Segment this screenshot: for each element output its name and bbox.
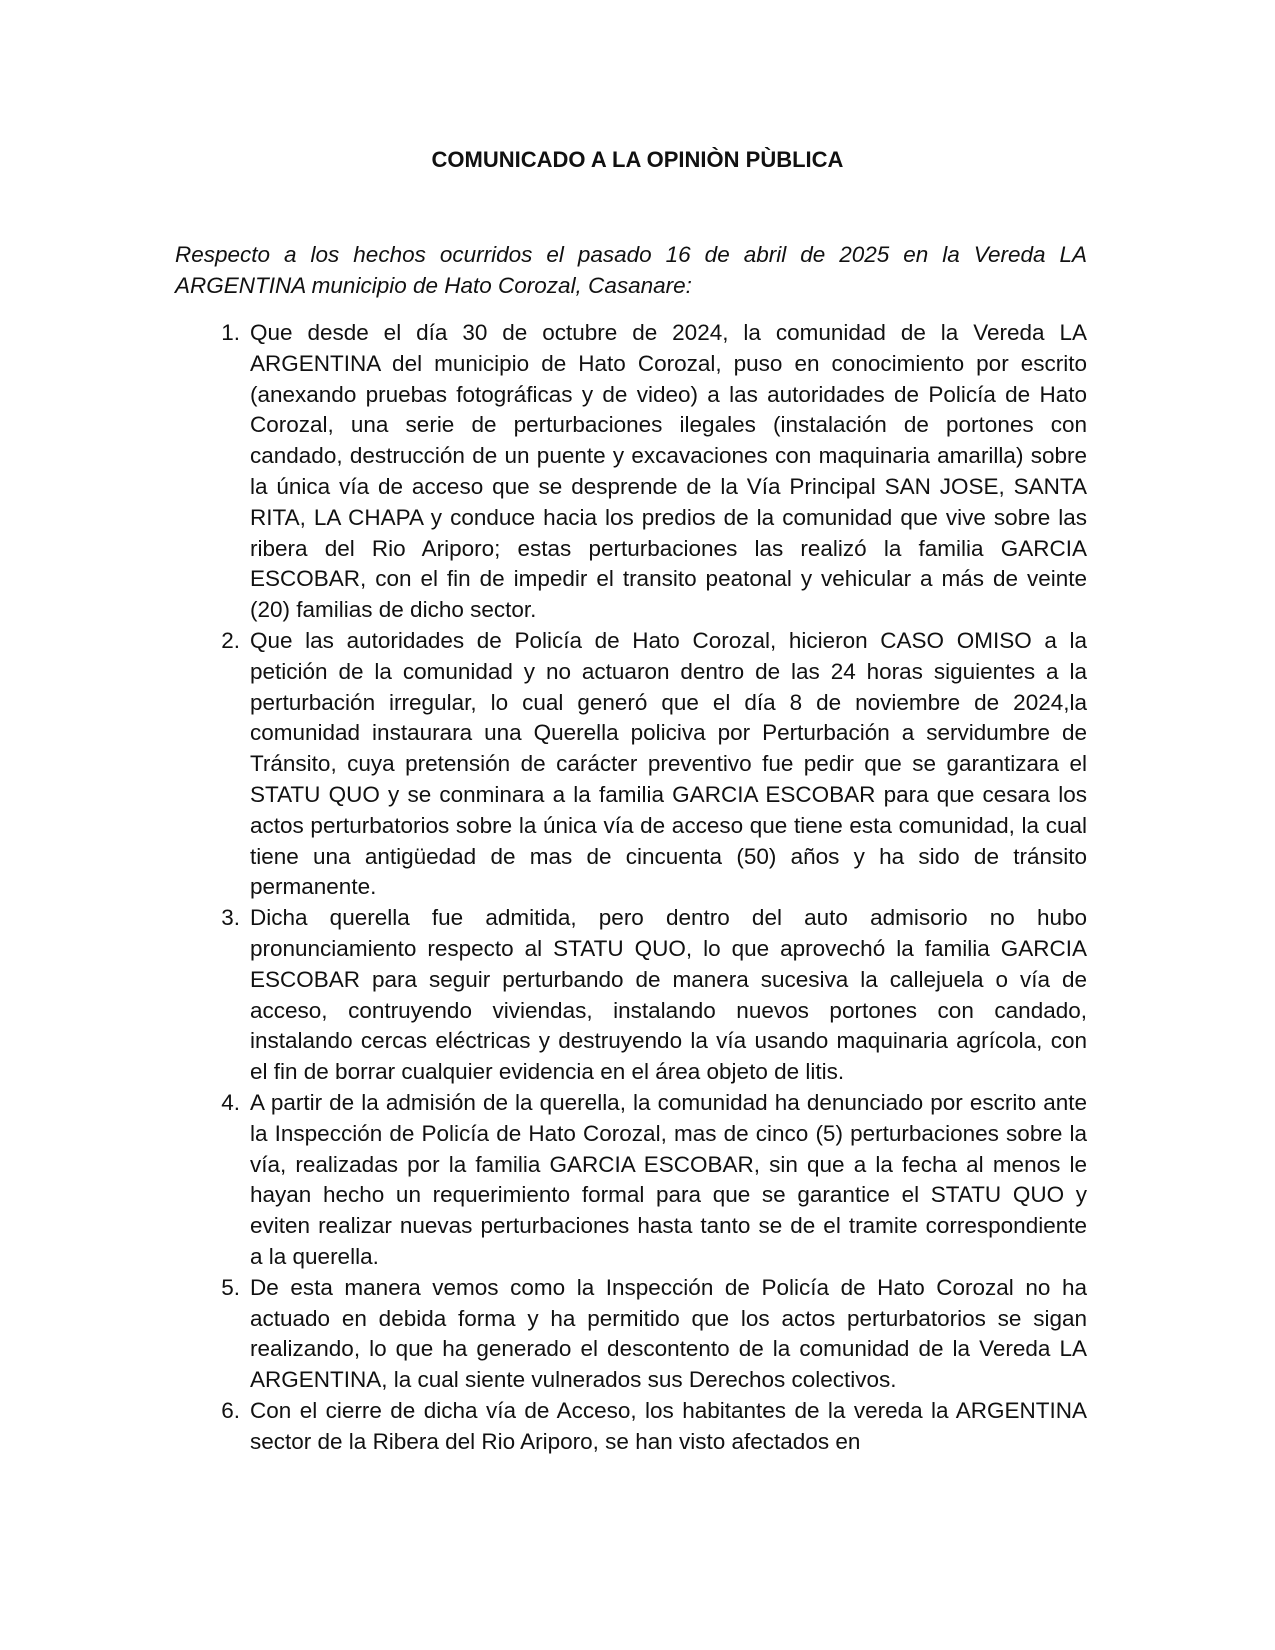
list-item <box>221 626 1087 903</box>
list-item-text: Que desde el día 30 de octubre de 2024, la comunidad de la Vereda LA ARGENTINA del municipio de Hato Corozal, puso en conocimiento por escrito (anexando pruebas fotográficas y de video) a las autoridades de Policía de Hato Corozal, una serie de perturbaciones ilegales (instalación de portones con candado, destrucción de un puente y excavaciones con maquinaria amarilla) sobre la única vía de acceso que se desprende de la Vía Principal SAN JOSE, SANTA RITA, LA CHAPA y conduce hacia los predios de la comunidad que vive sobre las ribera del Rio Ariporo; estas perturbaciones las realizó la familia GARCIA ESCOBAR, con el fin de impedir el transito peatonal y vehicular a más de veinte (20) familias de dicho sector. <box>250 320 1087 623</box>
list-item-number: 2. <box>221 627 240 653</box>
list-item-text: A partir de la admisión de la querella, la comunidad ha denunciado por escrito ante la Inspección de Policía de Hato Corozal, mas de cinco (5) perturbaciones sobre la vía, realizadas por la familia GARCIA ESCOBAR, sin que a la fecha al menos le hayan hecho un requerimiento formal para que se garantice el STATU QUO y eviten realizar nuevas perturbaciones hasta tanto se de el tramite correspondiente a la querella. <box>250 1089 1087 1269</box>
list-item-number: 3. <box>221 905 240 931</box>
list-item <box>221 1396 1087 1458</box>
list-item-number: 4. <box>221 1089 240 1115</box>
list-item-text: Dicha querella fue admitida, pero dentro del auto admisorio no hubo pronunciamiento respecto al STATU QUO, lo que aprovechó la familia GARCIA ESCOBAR para seguir perturbando de manera sucesiva la callejuela o vía de acceso, contruyendo viviendas, instalando nuevos portones con candado, instalando cercas eléctricas y destruyendo la vía usando maquinaria agrícola, con el fin de borrar cualquier evidencia en el área objeto de litis. <box>250 905 1087 1085</box>
list-item-number: 1. <box>221 320 240 345</box>
list-item-text: De esta manera vemos como la Inspección de Policía de Hato Corozal no ha actuado en debida forma y ha permitido que los actos perturbatorios se sigan realizando, lo que ha generado el descontento de la comunidad de la Vereda LA ARGENTINA, la cual siente vulnerados sus Derechos colectivos. <box>250 1274 1087 1393</box>
list-item-number: 5. <box>221 1274 240 1300</box>
list-item-text: Con el cierre de dicha vía de Acceso, los habitantes de la vereda la ARGENTINA sector de la Ribera del Rio Ariporo, se han visto afectados en <box>250 1397 1087 1454</box>
intro-paragraph: Respecto a los hechos ocurridos el pasado 16 de abril de 2025 en la Vereda LA ARGENTINA municipio de Hato Corozal, Casanare: <box>175 242 1087 298</box>
numbered-list <box>221 318 1087 1457</box>
list-item-number: 6. <box>221 1397 240 1423</box>
list-item-text: Que las autoridades de Policía de Hato Corozal, hicieron CASO OMISO a la petición de la comunidad y no actuaron dentro de las 24 horas siguientes a la perturbación irregular, lo cual generó que el día 8 de noviembre de 2024,la comunidad instaurara una Querella policiva por Perturbación a servidumbre de Tránsito, cuya pretensión de carácter preventivo fue pedir que se garantizara el STATU QUO y se conminara a la familia GARCIA ESCOBAR para que cesara los actos perturbatorios sobre la única vía de acceso que tiene esta comunidad, la cual tiene una antigüedad de mas de cincuenta (50) años y ha sido de tránsito permanente. <box>250 627 1087 900</box>
list-item <box>221 1088 1087 1273</box>
document-title: COMUNICADO A LA OPINIÒN PÙBLICA <box>431 147 844 172</box>
list-item <box>221 1273 1087 1396</box>
list-item <box>221 903 1087 1088</box>
list-item <box>221 318 1087 626</box>
